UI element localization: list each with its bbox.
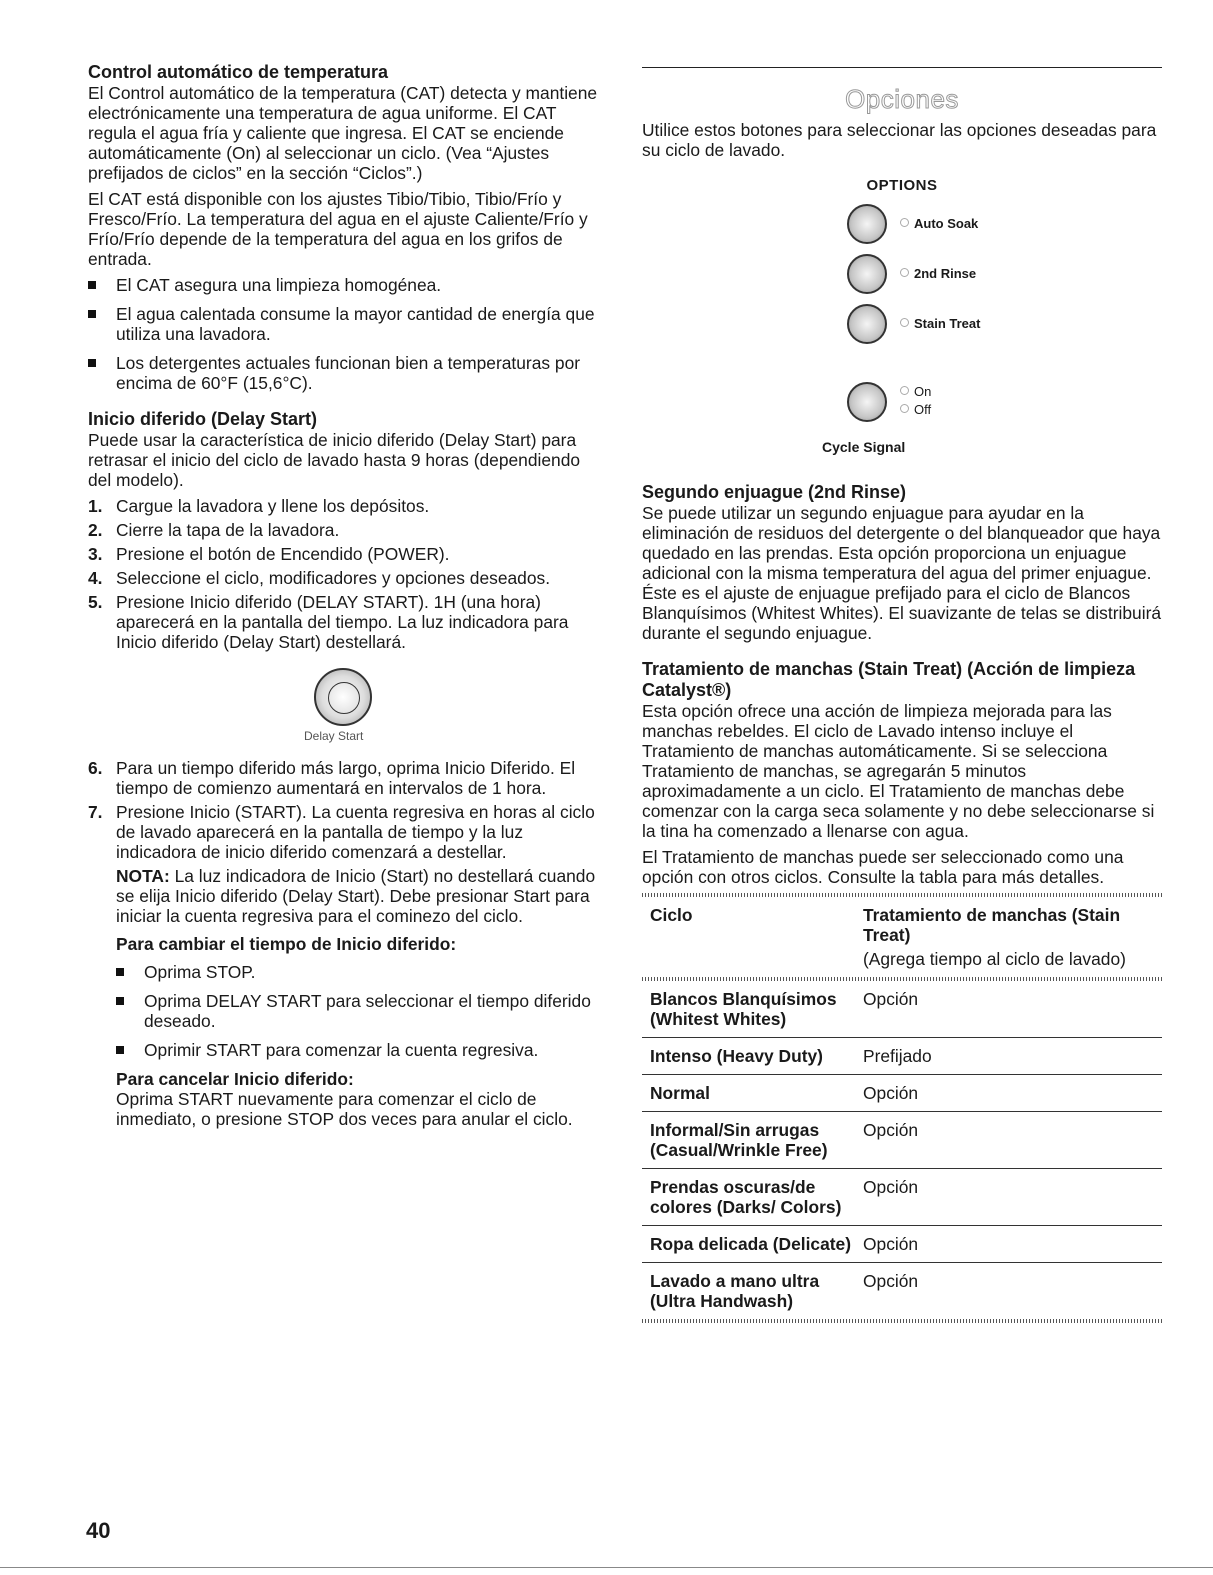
cycle-signal-knob-icon bbox=[847, 382, 887, 422]
cycle-signal-control[interactable]: On Off Cycle Signal bbox=[822, 384, 932, 455]
step-item: 5. Presione Inicio diferido (DELAY START). 1H (una hora) aparecerá en la pantalla del tiempo. La luz indicadora para Inicio diferido (Delay Start) destellará. bbox=[88, 592, 569, 652]
footer-line bbox=[0, 1567, 1213, 1568]
indicator-light-icon bbox=[900, 218, 909, 227]
delay-paragraph: Puede usar la característica de inicio diferido (Delay Start) para retrasar el inicio del ciclo de lavado hasta 9 horas (dependiendo del modelo). bbox=[88, 430, 581, 490]
change-bullet: Oprima DELAY START para seleccionar el tiempo diferido deseado. bbox=[116, 991, 606, 1031]
table-row: Ropa delicada (Delicate) Opción bbox=[642, 1226, 1162, 1263]
indicator-light-icon bbox=[900, 268, 909, 277]
option-stain-treat[interactable]: Stain Treat bbox=[642, 304, 1162, 354]
rinse-text: Se puede utilizar un segundo enjuague para ayudar en la eliminación de residuos del detergente o del blanqueador que haya quedado en las prendas. Esta opción proporciona un enjuague adicional con la misma temperatura del agua del primer enjuague. Éste es el ajuste de enjuague prefijado para el ciclo de Blancos Blanquísimos (Whitest Whites). El suavizante de telas se distribuirá durante el segundo enjuague. bbox=[642, 503, 1162, 643]
right-column bbox=[642, 72, 1162, 1323]
note: NOTA: La luz indicadora de Inicio (Start) no destellará cuando se elija Inicio diferido (Delay Start). Debe presionar Start para iniciar la cuenta regresiva para el cominezo del ciclo. bbox=[116, 866, 596, 926]
step-item: 1. Cargue la lavadora y llene los depósitos. bbox=[88, 496, 430, 516]
step-item: 4. Seleccione el ciclo, modificadores y opciones deseados. bbox=[88, 568, 551, 588]
cat-bullet: Los detergentes actuales funcionan bien a temperaturas por encima de 60°F (15,6°C). bbox=[88, 353, 606, 393]
cat-paragraph-1: El Control automático de la temperatura (CAT) detecta y mantiene electrónicamente una temperatura de agua uniforme. El CAT regula el agua fría y caliente que ingresa. El CAT se enciende automáticamente (On) al seleccionar un ciclo. (Vea “Ajustes prefijados de ciclos” en la sección “Ciclos”.) bbox=[88, 83, 598, 183]
options-intro: Utilice estos botones para seleccionar las opciones deseadas para su ciclo de lavado. bbox=[642, 120, 1157, 160]
step-item: 2. Cierre la tapa de la lavadora. bbox=[88, 520, 340, 540]
option-knob-icon bbox=[847, 204, 887, 244]
change-bullet: Oprima STOP. bbox=[116, 962, 606, 982]
table-row: Informal/Sin arrugas (Casual/Wrinkle Free) Opción bbox=[642, 1112, 1162, 1169]
delay-start-illustration bbox=[88, 668, 606, 748]
table-row: Normal Opción bbox=[642, 1075, 1162, 1112]
stain-treat-table-body bbox=[642, 981, 1162, 1319]
cancel-title: Para cancelar Inicio diferido: bbox=[116, 1069, 354, 1089]
indicator-light-icon bbox=[900, 386, 909, 395]
left-column bbox=[88, 62, 606, 1129]
stain-title: Tratamiento de manchas (Stain Treat) (Acción de limpieza Catalyst®) bbox=[642, 659, 1136, 700]
stain-paragraph-1: Esta opción ofrece una acción de limpieza mejorada para las manchas rebeldes. El ciclo de Lavado intenso incluye el Tratamiento de manchas automáticamente. Si se selecciona Tratamiento de manchas, se agregarán 5 minutos aproximadamente a un ciclo. El Tratamiento de manchas debe comenzar con la carga seca solamente y no debe seleccionarse si la tina ha comenzado a llenarse con agua. bbox=[642, 701, 1155, 841]
option-knob-icon bbox=[847, 304, 887, 344]
delay-start-label: Delay Start bbox=[304, 729, 364, 743]
cancel-text: Oprima START nuevamente para comenzar el ciclo de inmediato, o presione STOP dos veces para anular el ciclo. bbox=[116, 1089, 573, 1129]
table-row: Lavado a mano ultra (Ultra Handwash) Opción bbox=[650, 1271, 919, 1311]
option-auto-soak[interactable]: Auto Soak bbox=[642, 204, 1162, 254]
opciones-title: Opciones bbox=[845, 84, 959, 114]
step-item: 7. Presione Inicio (START). La cuenta regresiva en horas al ciclo de lavado aparecerá en la pantalla de tiempo y la luz indicadora de inicio diferido comenzará a destellar. bbox=[88, 802, 595, 862]
cat-paragraph-2: El CAT está disponible con los ajustes Tibio/Tibio, Tibio/Frío y Fresco/Frío. La temperatura del agua en el ajuste Caliente/Frío y Frío/Frío depende de la temperatura del agua en los grifos de entrada. bbox=[88, 189, 588, 269]
table-header-cycle: Ciclo bbox=[650, 905, 693, 925]
table-header-treat: Tratamiento de manchas (Stain Treat) (Agrega tiempo al ciclo de lavado) bbox=[863, 905, 1126, 969]
cycle-signal-label: Cycle Signal bbox=[822, 439, 906, 455]
table-row: Prendas oscuras/de colores (Darks/ Colors) Opción bbox=[642, 1169, 1162, 1226]
step-item: 3. Presione el botón de Encendido (POWER). bbox=[88, 544, 450, 564]
option-2nd-rinse[interactable]: 2nd Rinse bbox=[642, 254, 1162, 304]
table-bottom-border bbox=[642, 1319, 1162, 1323]
option-knob-icon bbox=[847, 254, 887, 294]
cat-bullet: El CAT asegura una limpieza homogénea. bbox=[88, 275, 606, 295]
delay-title: Inicio diferido (Delay Start) bbox=[88, 409, 318, 429]
rinse-title: Segundo enjuague (2nd Rinse) bbox=[642, 482, 907, 502]
indicator-light-icon bbox=[900, 404, 909, 413]
table-row: Intenso (Heavy Duty) Prefijado bbox=[642, 1038, 1162, 1075]
step-item: 6. Para un tiempo diferido más largo, oprima Inicio Diferido. El tiempo de comienzo aumentará en intervalos de 1 hora. bbox=[88, 758, 576, 798]
indicator-light-icon bbox=[900, 318, 909, 327]
page-number: 40 bbox=[86, 1518, 111, 1543]
cat-title: Control automático de temperatura bbox=[88, 62, 389, 82]
options-heading: OPTIONS bbox=[866, 177, 938, 194]
change-title: Para cambiar el tiempo de Inicio diferido: bbox=[116, 934, 457, 954]
top-rule bbox=[642, 67, 1162, 68]
stain-paragraph-2: El Tratamiento de manchas puede ser seleccionado como una opción con otros ciclos. Consulte la tabla para más detalles. bbox=[642, 847, 1124, 887]
table-row: Blancos Blanquísimos (Whitest Whites) Opción bbox=[642, 981, 1162, 1038]
delay-start-knob-icon bbox=[314, 668, 372, 726]
cat-bullet: El agua calentada consume la mayor cantidad de energía que utiliza una lavadora. bbox=[88, 304, 606, 344]
stain-treat-table bbox=[642, 897, 1162, 977]
change-bullet: Oprimir START para comenzar la cuenta regresiva. bbox=[116, 1040, 606, 1060]
